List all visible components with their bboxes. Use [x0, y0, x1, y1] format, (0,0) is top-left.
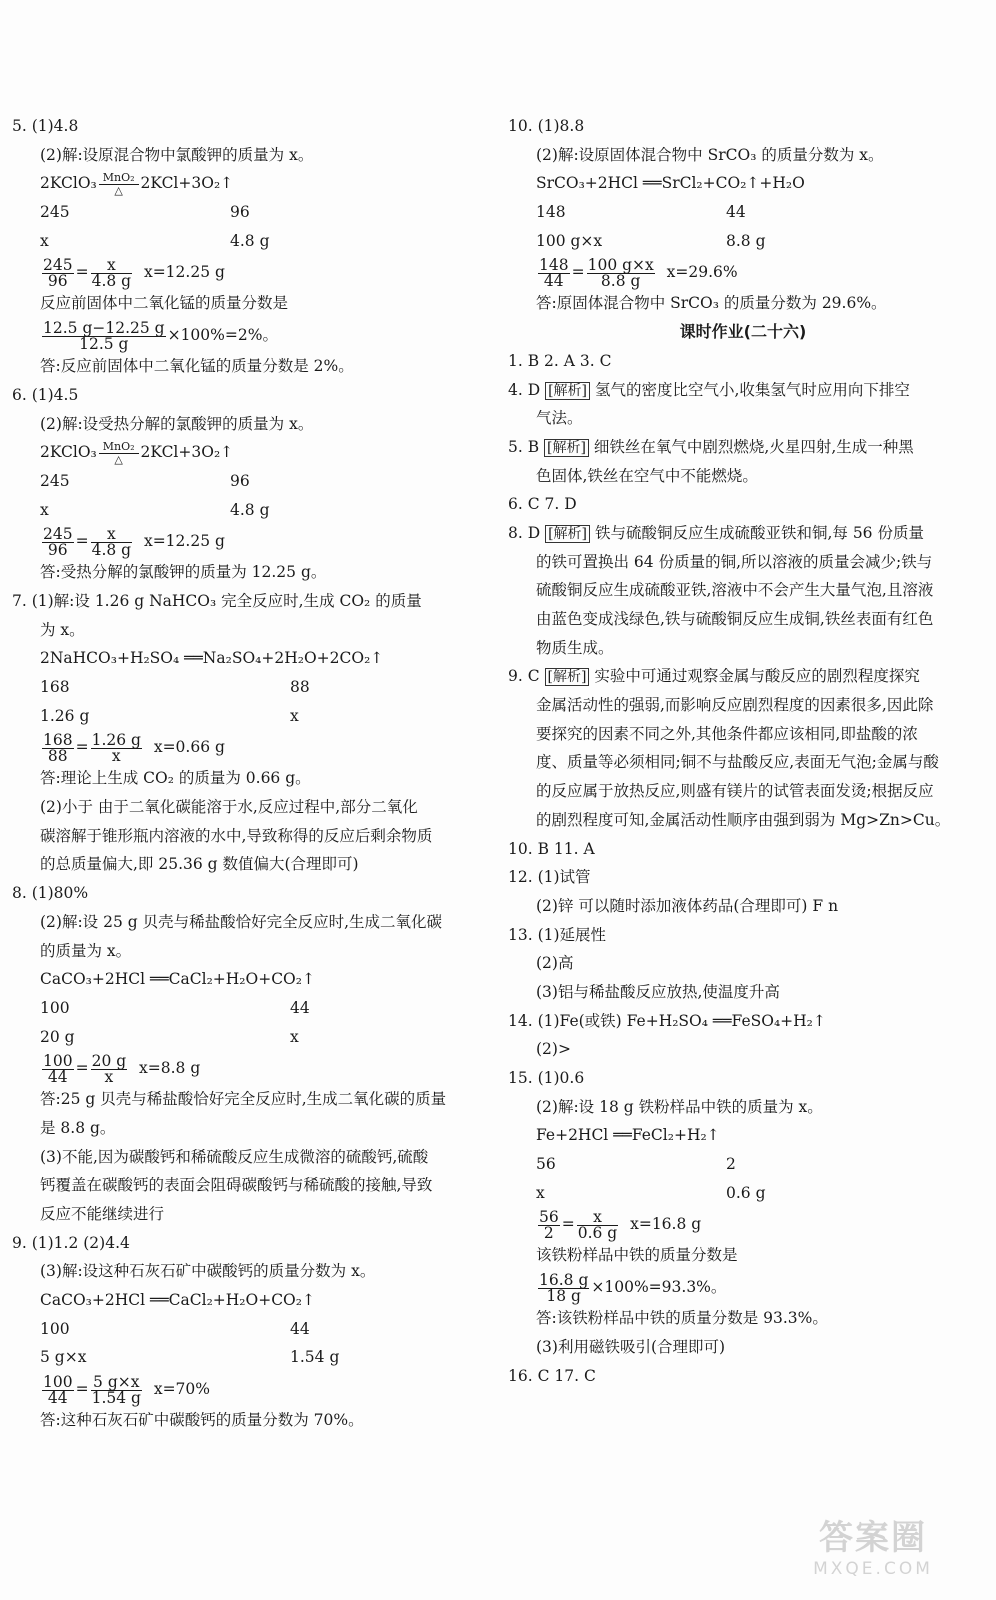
- q5-ratio-row: 245 96: [40, 203, 250, 222]
- answer-13-cont: (3)铝与稀盐酸反应放热,使温度升高: [536, 982, 780, 1001]
- q10-equation: SrCO₃+2HCl ══SrCl₂+CO₂↑+H₂O: [536, 174, 805, 193]
- q6-ratio-row: 245 96: [40, 471, 250, 490]
- q6-answer: 答:受热分解的氯酸钾的质量为 12.25 g。: [40, 563, 327, 582]
- q7-line: (2)小于 由于二氧化碳能溶于水,反应过程中,部分二氧化: [40, 798, 418, 817]
- q8-ratio-row: 100 44: [40, 998, 310, 1017]
- answer-8-cont: 的铁可置换出 64 份质量的铜,所以溶液的质量会减少;铁与: [536, 552, 933, 571]
- answer-9-cont: 度、质量等必须相同;铜不与盐酸反应,表面无气泡;金属与酸: [536, 753, 939, 772]
- answer-8-cont: 由蓝色变成浅绿色,铁与硫酸铜反应生成铜,铁丝表面有红色: [536, 610, 934, 628]
- q7-equation: 2NaHCO₃+H₂SO₄ ══Na₂SO₄+2H₂O+2CO₂↑: [40, 649, 384, 668]
- q15-answer: 答:该铁粉样品中铁的质量分数是 93.3%。: [536, 1309, 828, 1328]
- answer-8-cont: 硫酸铜反应生成硫酸亚铁,溶液中不会产生大量气泡,且溶液: [536, 581, 934, 600]
- analysis-tag: [解析]: [545, 668, 590, 686]
- q6-line: 6. (1)4.5: [12, 385, 79, 404]
- q7-proportion: $\frac{168}{88}$ = $\frac{1.26 g}{x}$ x=0.66 g: [43, 730, 225, 765]
- reaction-condition: MnO₂ △: [99, 172, 139, 197]
- section-title: 课时作业(二十六): [679, 322, 807, 342]
- answer-12-cont: (2)锌 可以随时添加液体药品(合理即可) F n: [536, 896, 839, 915]
- q9-equation: CaCO₃+2HCl ══CaCl₂+H₂O+CO₂↑: [40, 1291, 315, 1310]
- q15-ratio-row: x 0.6 g: [536, 1183, 766, 1202]
- answer-14-cont: (2)>: [536, 1040, 571, 1059]
- q5-line: 反应前固体中二氧化锰的质量分数是: [40, 294, 289, 313]
- answer-line: 6. C 7. D: [508, 495, 577, 514]
- answer-4-cont: 气法。: [536, 409, 583, 428]
- answer-4: 4. D [解析] 氢气的密度比空气小,收集氢气时应用向下排空: [508, 380, 910, 399]
- q8-line: 的质量为 x。: [40, 941, 132, 960]
- answer-line: 1. B 2. A 3. C: [508, 351, 612, 370]
- answer-line: 10. B 11. A: [508, 839, 595, 858]
- q15-line: 该铁粉样品中铁的质量分数是: [536, 1246, 738, 1265]
- answer-9-cont: 的剧烈程度可知,金属活动性顺序由强到弱为 Mg>Zn>Cu。: [536, 810, 951, 829]
- answer-14: 14. (1)Fe(或铁) Fe+H₂SO₄ ══FeSO₄+H₂↑: [508, 1011, 826, 1030]
- analysis-tag: [解析]: [545, 525, 590, 543]
- q5-proportion: $\frac{245}{96}$ = $\frac{x}{4.8 g}$ x=12.25 g: [43, 255, 225, 290]
- q8-line: 8. (1)80%: [12, 884, 89, 903]
- q15-equation: Fe+2HCl ══FeCl₂+H₂↑: [536, 1126, 720, 1145]
- answer-8: 8. D [解析] 铁与硫酸铜反应生成硫酸亚铁和铜,每 56 份质量: [508, 523, 924, 542]
- q8-line: 钙覆盖在碳酸钙的表面会阻碍碳酸钙与稀硫酸的接触,导致: [40, 1176, 433, 1195]
- answer-9: 9. C [解析] 实验中可通过观察金属与酸反应的剧烈程度探究: [508, 667, 920, 686]
- q7-ratio-row: 168 88: [40, 678, 310, 696]
- reaction-condition: MnO₂ △: [99, 441, 139, 466]
- answer-9-cont: 的反应属于放热反应,则盛有镁片的试管表面发烫;根据反应: [536, 782, 934, 801]
- q15-line: (3)利用磁铁吸引(合理即可): [536, 1337, 726, 1356]
- q10-proportion: $\frac{148}{44}$ = $\frac{100 g\times x}{8.8 g}$ x=29.6%: [539, 255, 738, 290]
- q5-line: 5. (1)4.8: [12, 117, 79, 135]
- q9-answer: 答:这种石灰石矿中碳酸钙的质量分数为 70%。: [40, 1411, 364, 1430]
- answer-line: 16. C 17. C: [508, 1366, 596, 1385]
- analysis-tag: [解析]: [544, 439, 589, 457]
- q8-line: 反应不能继续进行: [40, 1205, 165, 1223]
- q9-line: (3)解:设这种石灰石矿中碳酸钙的质量分数为 x。: [40, 1262, 376, 1281]
- q6-ratio-row: x 4.8 g: [40, 500, 270, 519]
- analysis-tag: [解析]: [545, 382, 590, 400]
- q7-line: 7. (1)解:设 1.26 g NaHCO₃ 完全反应时,生成 CO₂ 的质量: [12, 591, 422, 610]
- q7-line: 为 x。: [40, 620, 85, 639]
- q5-ratio-row: x 4.8 g: [40, 231, 270, 250]
- q10-answer: 答:原固体混合物中 SrCO₃ 的质量分数为 29.6%。: [536, 294, 887, 313]
- q5-answer: 答:反应前固体中二氧化锰的质量分数是 2%。: [40, 357, 354, 376]
- answer-9-cont: 金属活动性的强弱,而影响反应剧烈程度的因素很多,因此除: [536, 696, 934, 715]
- answer-5: 5. B [解析] 细铁丝在氧气中剧烈燃烧,火星四射,生成一种黑: [508, 437, 914, 456]
- q8-line: 是 8.8 g。: [40, 1118, 116, 1137]
- q9-proportion: $\frac{100}{44}$ = $\frac{5 g\times x}{1.54 g}$ x=70%: [43, 1372, 211, 1407]
- watermark-logo: 答案圈 MXQE.COM: [813, 1518, 933, 1579]
- q10-line: 10. (1)8.8: [508, 117, 585, 135]
- q6-proportion: $\frac{245}{96}$ = $\frac{x}{4.8 g}$ x=12.25 g: [43, 524, 225, 559]
- answer-9-cont: 要探究的因素不同之外,其他条件都应该相同,即盐酸的浓: [536, 724, 918, 743]
- q7-answer: 答:理论上生成 CO₂ 的质量为 0.66 g。: [40, 769, 311, 788]
- q10-line: (2)解:设原固体混合物中 SrCO₃ 的质量分数为 x。: [536, 145, 884, 164]
- q6-line: (2)解:设受热分解的氯酸钾的质量为 x。: [40, 414, 314, 433]
- q5-line: (2)解:设原混合物中氯酸钾的质量为 x。: [40, 145, 314, 164]
- right-column: [508, 112, 978, 1390]
- q8-equation: CaCO₃+2HCl ══CaCl₂+H₂O+CO₂↑: [40, 970, 315, 989]
- q15-proportion: $\frac{56}{2}$ = $\frac{x}{0.6 g}$ x=16.8 g: [539, 1207, 702, 1242]
- q7-line: 的总质量偏大,即 25.36 g 数值偏大(合理即可): [40, 855, 359, 874]
- answer-8-cont: 物质生成。: [536, 638, 614, 657]
- q9-line: 9. (1)1.2 (2)4.4: [12, 1233, 130, 1252]
- q7-ratio-row: 1.26 g x: [40, 706, 299, 725]
- q15-percent: $\frac{16.8 g}{18 g}$ ×100%=93.3%。: [539, 1270, 727, 1305]
- q7-line: 碳溶解于锥形瓶内溶液的水中,导致称得的反应后剩余物质: [40, 826, 433, 845]
- left-column: [12, 112, 490, 1435]
- answer-5-cont: 色固体,铁丝在空气中不能燃烧。: [536, 466, 758, 485]
- q8-answer: 答:25 g 贝壳与稀盐酸恰好完全反应时,生成二氧化碳的质量: [40, 1090, 447, 1109]
- q8-ratio-row: 20 g x: [40, 1027, 299, 1046]
- q6-equation: 2KClO₃ MnO₂ △ 2KCl+3O₂↑: [40, 439, 234, 466]
- q8-line: (2)解:设 25 g 贝壳与稀盐酸恰好完全反应时,生成二氧化碳: [40, 912, 443, 931]
- q9-ratio-row: 100 44: [40, 1319, 310, 1338]
- answer-12: 12. (1)试管: [508, 868, 591, 887]
- answer-13-cont: (2)高: [536, 954, 574, 973]
- q5-equation: 2KClO₃ MnO₂ △ 2KCl+3O₂↑: [40, 170, 234, 197]
- answer-13: 13. (1)延展性: [508, 925, 607, 944]
- q8-line: (3)不能,因为碳酸钙和稀硫酸反应生成微溶的硫酸钙,硫酸: [40, 1147, 429, 1166]
- q10-ratio-row: 100 g×x 8.8 g: [536, 231, 766, 250]
- q15-ratio-row: 56 2: [536, 1155, 736, 1174]
- q8-proportion: $\frac{100}{44}$ = $\frac{20 g}{x}$ x=8.8 g: [43, 1051, 201, 1086]
- q10-ratio-row: 148 44: [536, 203, 746, 222]
- q9-ratio-row: 5 g×x 1.54 g: [40, 1348, 340, 1367]
- q15-line: (2)解:设 18 g 铁粉样品中铁的质量为 x。: [536, 1097, 823, 1116]
- q5-percent: $\frac{12.5 g-12.25 g}{12.5 g}$ ×100%=2%。: [43, 318, 278, 353]
- q15-line: 15. (1)0.6: [508, 1069, 585, 1087]
